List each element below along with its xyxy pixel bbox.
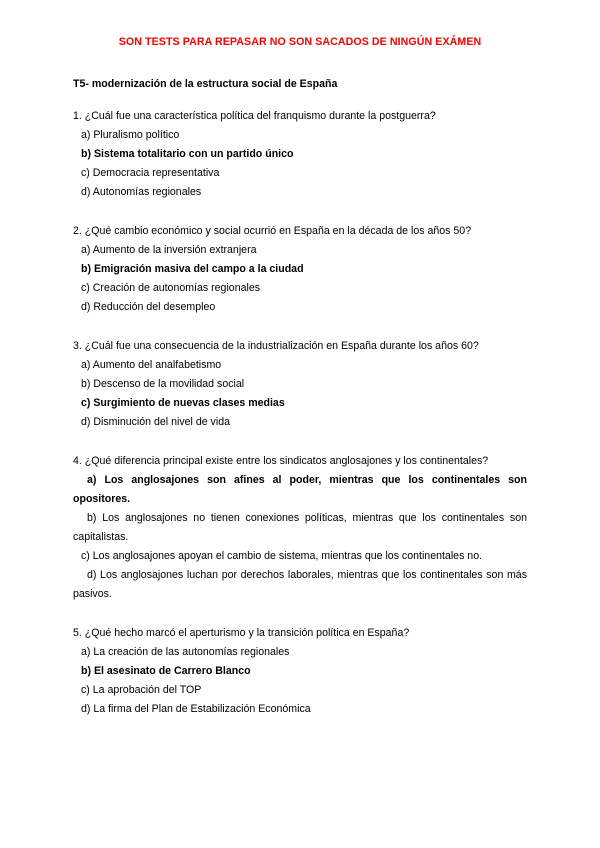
document-title: T5- modernización de la estructura social de España [73, 78, 338, 90]
option-b: b) Los anglosajones no tienen conexiones políticas, mientras que los continentales son capitalistas. [73, 512, 527, 543]
question-2 [73, 222, 527, 317]
question-5 [73, 624, 527, 719]
question-stem: 2. ¿Qué cambio económico y social ocurrió en España en la década de los años 50? [73, 225, 472, 237]
option-c: c) Creación de autonomías regionales [81, 282, 261, 294]
option-c: c) Democracia representativa [81, 167, 220, 179]
option-d: d) Autonomías regionales [81, 186, 202, 198]
option-a: a) Aumento del analfabetismo [81, 359, 222, 371]
option-b-correct: b) Sistema totalitario con un partido único [81, 148, 294, 160]
option-a: a) La creación de las autonomías regionales [81, 646, 290, 658]
question-stem: 4. ¿Qué diferencia principal existe entre los sindicatos anglosajones y los continentales? [73, 455, 489, 467]
option-a: a) Pluralismo político [81, 129, 180, 141]
question-1 [73, 107, 527, 202]
option-b-correct: b) El asesinato de Carrero Blanco [81, 665, 251, 677]
question-3 [73, 337, 527, 432]
option-b-correct: b) Emigración masiva del campo a la ciudad [81, 263, 304, 275]
option-b: b) Descenso de la movilidad social [81, 378, 245, 390]
question-4 [73, 452, 527, 604]
option-a: a) Aumento de la inversión extranjera [81, 244, 257, 256]
question-stem: 5. ¿Qué hecho marcó el aperturismo y la transición política en España? [73, 627, 410, 639]
disclaimer-banner: SON TESTS PARA REPASAR NO SON SACADOS DE NINGÚN EXÁMEN [118, 36, 482, 48]
option-d: d) Disminución del nivel de vida [81, 416, 230, 428]
question-stem: 3. ¿Cuál fue una consecuencia de la industrialización en España durante los años 60? [73, 340, 479, 352]
option-d: d) Los anglosajones luchan por derechos laborales, mientras que los continentales son más pasivos. [73, 569, 527, 600]
option-a-correct: a) Los anglosajones son afines al poder, mientras que los continentales son opositores. [73, 474, 527, 505]
option-d: d) La firma del Plan de Estabilización Económica [81, 703, 311, 715]
option-c-correct: c) Surgimiento de nuevas clases medias [81, 397, 285, 409]
option-d: d) Reducción del desempleo [81, 301, 216, 313]
question-stem: 1. ¿Cuál fue una característica política del franquismo durante la postguerra? [73, 110, 436, 122]
option-c: c) Los anglosajones apoyan el cambio de sistema, mientras que los continentales no. [81, 550, 483, 562]
option-c: c) La aprobación del TOP [81, 684, 202, 696]
